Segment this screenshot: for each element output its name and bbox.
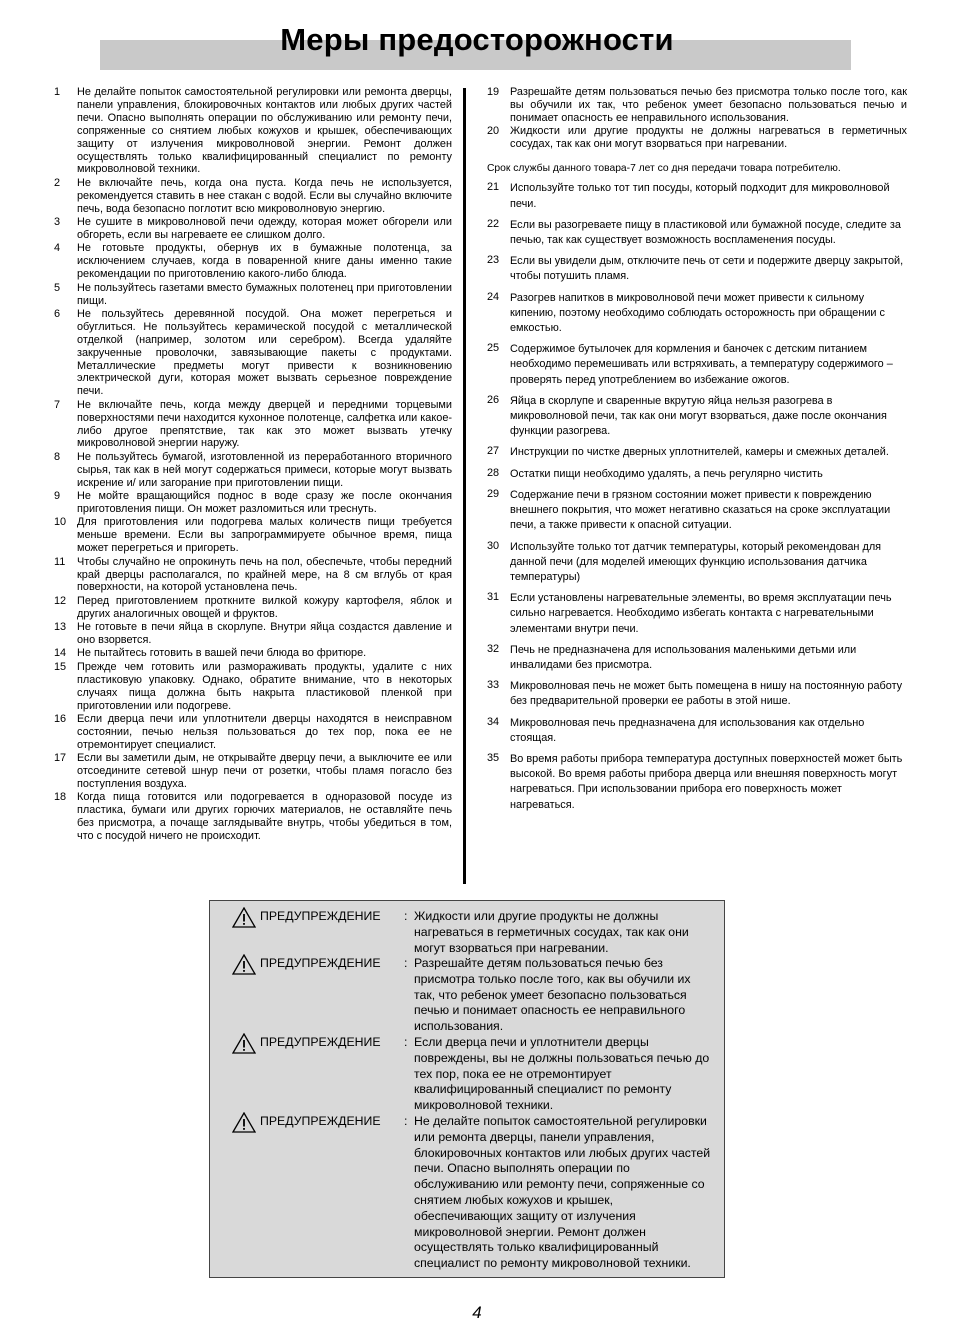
item-text: Остатки пищи необходимо удалять, а печь регулярно чистить [510, 467, 823, 480]
warning-triangle-icon [232, 1033, 256, 1054]
warning-label-text: ПРЕДУПРЕЖДЕНИЕ [260, 909, 381, 923]
warning-label [232, 1114, 404, 1272]
item-number: 23 [487, 254, 500, 267]
list-item [487, 643, 907, 673]
item-text: Когда пища готовится или подогревается в одноразовой посуде из пластика, бумаги или других горючих материалов, не оставляйте печь без присмотра, а почаще заглядывайте внутрь, чтобы убедиться в том, что с посудой ничего не происходит. [77, 791, 452, 843]
warning-label-text: ПРЕДУПРЕЖДЕНИЕ [260, 956, 381, 970]
warning-entry [232, 956, 714, 1035]
list-item [54, 621, 452, 647]
item-text: Если дверца печи или уплотнители дверцы находятся в неисправном состоянии, печью нельзя пользоваться до тех пор, пока ее не отремонтирует специалист. [77, 713, 452, 751]
item-number: 19 [487, 86, 500, 98]
list-item [487, 181, 907, 211]
item-text: Не пытайтесь готовить в вашей печи блюда во фритюре. [77, 647, 367, 660]
item-number: 26 [487, 393, 500, 406]
item-text: Прежде чем готовить или размораживать продукты, удалите с них пластиковую упаковку. Однако, обратите внимание, что в некоторых случаях пища должна быть накрыта пластиковой пленкой при приготовлении или подогреве. [77, 660, 452, 712]
warning-entry [232, 1035, 714, 1114]
warning-text: Не делайте попыток самостоятельной регулировки или ремонта дверцы, панели управления, блокировочных контактов или любых других частей печи. Опасно выполнять операции по обслуживанию или ремонту печи, сопряженные со снятием любых кожухов и крышек, обеспечивающих защиту от излучения микроволновой энергии. Ремонт должен осуществлять только квалифицированный специалист по ремонту микроволновой техники. [414, 1114, 711, 1271]
warning-triangle-icon [232, 907, 256, 928]
item-number: 20 [487, 124, 500, 137]
item-text: Микроволновая печь не может быть помещена в нишу на постоянную работу без предварительной проверки ее работы в этой нише. [510, 680, 903, 708]
item-number: 25 [487, 342, 500, 355]
warning-separator: : [404, 1114, 408, 1128]
item-number: 32 [487, 642, 500, 655]
item-text: Не пользуйтесь газетами вместо бумажных полотенец при приготовлении пищи. [77, 281, 452, 307]
item-number: 31 [487, 591, 500, 604]
list-item [54, 647, 452, 660]
list-item [54, 713, 452, 752]
item-number: 34 [487, 715, 500, 728]
list-item [487, 218, 907, 248]
item-text: Не сушите в микроволновой печи одежду, которая может обгорели или обгореть, если вы нагреваете ее слишком долго. [77, 216, 452, 241]
item-text: Не включайте печь, когда она пуста. Когда печь не используется, рекомендуется ставить в нее стакан с водой. Если вы случайно включите печь, вода безопасно поглотит всю микроволновую энергию. [77, 176, 452, 215]
list-item [54, 752, 452, 791]
item-text: Не пользуйтесь бумагой, изготовленной из переработанного вторичного сырья, так как в ней могут содержаться примеси, которые могут вызвать искрение и/ или загорание при приготовлении пищи. [77, 450, 452, 489]
item-text: Содержимое бутылочек для кормления и баночек с детским питанием необходимо перемешивать или встряхивать, а температуру содержимого – проверять перед употреблением во избежание ожогов. [510, 343, 893, 386]
item-text: Чтобы случайно не опрокинуть печь на пол, обеспечьте, чтобы передний край дверцы располагался, по крайней мере, на 8 см вглубь от края поверхности, на которой установлена печь. [77, 555, 452, 594]
item-text: Используйте только тот датчик температуры, который рекомендован для данной печи (для моделей имеющих функцию использования датчика температуры) [510, 540, 882, 583]
item-text: Перед приготовлением проткните вилкой кожуру картофеля, яблок и других аналогичных овощей и фруктов. [77, 594, 452, 620]
page-number: 4 [472, 1303, 482, 1322]
warning-label-text: ПРЕДУПРЕЖДЕНИЕ [260, 1035, 381, 1049]
item-number: 17 [54, 752, 67, 765]
warning-label-text: ПРЕДУПРЕЖДЕНИЕ [260, 1114, 381, 1128]
warning-label [232, 1035, 404, 1114]
warning-text: Разрешайте детям пользоваться печью без присмотра только после того, как вы обучили их так, что ребенок умеет безопасно пользоваться печью и понимает опасность ее неправильного использования. [414, 956, 691, 1034]
list-item [54, 661, 452, 713]
right-column [487, 86, 907, 819]
warning-entry [232, 1114, 714, 1272]
item-number: 11 [54, 555, 66, 568]
item-text: Если установлены нагревательные элементы, во время эксплуатации печь сильно нагревается. Необходимо избегать контакта с нагревательными элементами внутри печи. [510, 592, 892, 635]
column-divider [463, 88, 466, 884]
item-number: 14 [54, 647, 67, 660]
warning-triangle-icon [232, 1112, 256, 1133]
item-number: 22 [487, 217, 500, 230]
item-number: 13 [54, 621, 67, 634]
list-item [54, 308, 452, 398]
list-item [54, 451, 452, 490]
item-number: 2 [54, 176, 61, 189]
list-item [487, 591, 907, 637]
item-text: Если вы заметили дым, не открывайте дверцу печи, а выключите ее или отсоедините сетевой шнур печи от розетки, чтобы пламя погасло без поступления воздуха. [77, 752, 452, 791]
item-text: Не готовьте продукты, обернув их в бумажные полотенца, за исключением случаев, когда в поваренной книге даны именно такие рекомендации по приготовлению какого-либо блюда. [77, 242, 452, 281]
item-text: Используйте только тот тип посуды, который подходит для микроволновой печи. [510, 182, 890, 210]
warning-separator: : [404, 1035, 408, 1049]
warning-separator: : [404, 956, 408, 970]
left-column [54, 86, 452, 844]
list-item [487, 394, 907, 440]
item-number: 28 [487, 466, 500, 479]
list-item [487, 254, 907, 284]
warning-triangle-icon [232, 954, 256, 975]
warning-box [209, 900, 725, 1278]
warning-label [232, 909, 404, 956]
list-item [487, 291, 907, 337]
item-text: Содержание печи в грязном состоянии может привести к повреждению внешнего покрытия, что может негативно сказаться на сроке эксплуатации печи, а также привести к опасной ситуации. [510, 488, 891, 532]
item-text: Не включайте печь, когда между дверцей и передними торцевыми поверхностями печи находится кухонное полотенце, салфетка или какое-либо другое препятствие, так как это может вызвать утечку микроволновой энергии наружу. [77, 398, 452, 450]
item-number: 3 [54, 216, 61, 229]
item-number: 15 [54, 660, 67, 673]
item-text: Инструкции по чистке дверных уплотнителей, камеры и смежных деталей. [510, 446, 889, 459]
list-item [54, 516, 452, 555]
list-item [54, 86, 452, 176]
item-number: 29 [487, 487, 500, 500]
item-text: Не готовьте в печи яйца в скорлупе. Внутри яйца создастся давление и оно взорвется. [77, 621, 452, 647]
list-item [54, 242, 452, 281]
item-text: Разогрев напитков в микроволновой печи может привести к сильному кипению, поэтому необходимо соблюдать осторожность при обращении с емкостью. [510, 291, 885, 335]
list-item [54, 556, 452, 595]
page-title: Меры предосторожности [280, 22, 674, 57]
list-item [54, 216, 452, 242]
item-text: Микроволновая печь предназначена для использования как отдельно стоящая. [510, 716, 865, 744]
item-number: 6 [54, 307, 61, 320]
item-text: Не мойте вращающийся поднос в воде сразу же после окончания приготовления пищи. Он может разломиться или треснуть. [77, 490, 452, 515]
warning-entry [232, 909, 714, 956]
list-item [487, 125, 907, 151]
item-text: Если вы увидели дым, отключите печь от сети и подержите дверцу закрытой, чтобы потушить пламя. [510, 255, 904, 283]
item-text: Яйца в скорлупе и сваренные вкрутую яйца нельзя разогрева в микроволновой печи, так как они могут взорваться, даже после окончания функции разогрева. [510, 394, 887, 438]
item-number: 9 [54, 490, 61, 503]
item-text: Если вы разогреваете пищу в пластиковой или бумажной посуде, следите за печью, так как существует возможность воспламенения посуды. [510, 218, 901, 247]
item-text: Для приготовления или подогрева малых количеств пищи требуется меньше времени. Если вы запрограммируете обычное время, пища может перегреться и пригореть. [77, 516, 452, 555]
item-number: 24 [487, 290, 500, 303]
item-number: 33 [487, 679, 500, 692]
warning-text: Жидкости или другие продукты не должны нагреваться в герметичных сосудах, так как они могут взорваться при нагревании. [414, 909, 689, 955]
item-number: 1 [54, 86, 61, 98]
item-number: 16 [54, 713, 67, 725]
item-number: 5 [54, 281, 61, 294]
list-item [487, 488, 907, 534]
item-number: 7 [54, 398, 61, 411]
list-item [54, 791, 452, 843]
list-item [54, 177, 452, 216]
list-item [54, 399, 452, 451]
item-number: 12 [54, 594, 67, 607]
list-item [54, 282, 452, 308]
item-text: Печь не предназначена для использования маленькими детьми или инвалидами без присмотра. [510, 643, 857, 671]
item-text: Разрешайте детям пользоваться печью без присмотра только после того, как вы обучили их так, что ребенок умеет безопасно пользоваться печью и понимает опасность ее неправильного использования. [510, 86, 907, 124]
list-item [487, 679, 907, 709]
list-item [487, 86, 907, 125]
list-item [487, 445, 907, 460]
item-number: 21 [487, 181, 500, 194]
item-number: 35 [487, 751, 500, 764]
list-item [487, 716, 907, 746]
service-life-note: Срок службы данного товара-7 лет со дня передачи товара потребителю. [487, 162, 841, 174]
list-item [487, 752, 907, 813]
warning-separator: : [404, 909, 408, 923]
item-number: 30 [487, 539, 500, 552]
item-number: 10 [54, 516, 67, 529]
item-number: 27 [487, 445, 500, 458]
item-text: Жидкости или другие продукты не должны нагреваться в герметичных сосудах, так как они могут взорваться при нагревании. [510, 124, 907, 150]
list-item [54, 595, 452, 621]
list-item [487, 540, 907, 586]
warning-label [232, 956, 404, 1035]
item-number: 8 [54, 450, 61, 463]
item-number: 4 [54, 242, 61, 255]
list-item [487, 342, 907, 388]
item-text: Во время работы прибора температура доступных поверхностей может быть высокой. Во время работы прибора дверца или внешняя поверхность могут нагреваться. При использовании прибора его поверхность может нагреваться. [510, 752, 903, 811]
warning-text: Если дверца печи и уплотнители дверцы повреждены, вы не должны пользоваться печью до тех пор, пока ее не отремонтирует квалифицированный специалист по ремонту микроволновой техники. [414, 1035, 710, 1113]
item-text: Не делайте попыток самостоятельной регулировки или ремонта дверцы, панели управления, блокировочных контактов или любых других частей печи. Опасно выполнять операции по обслуживанию или ремонту печи, сопряженные со снятием любых кожухов и крышек, обеспечивающих защиту от излучения микроволновой энергии. Ремонт должен осуществлять только квалифицированный специалист по ремонту микроволновой техники. [77, 86, 452, 176]
item-number: 18 [54, 791, 67, 804]
item-text: Не пользуйтесь деревянной посудой. Она может перегреться и обуглиться. Не пользуйтесь керамической посудой с металлической отделкой (например, золотом или серебром). Всегда удаляйте закрученные проволочки, завязывающие пакеты с продуктами. Металлические предметы могут привести к возникновению электрической дуги, которая может вызвать серьезное повреждение печи. [77, 307, 452, 398]
list-item [54, 490, 452, 516]
list-item [487, 467, 907, 482]
